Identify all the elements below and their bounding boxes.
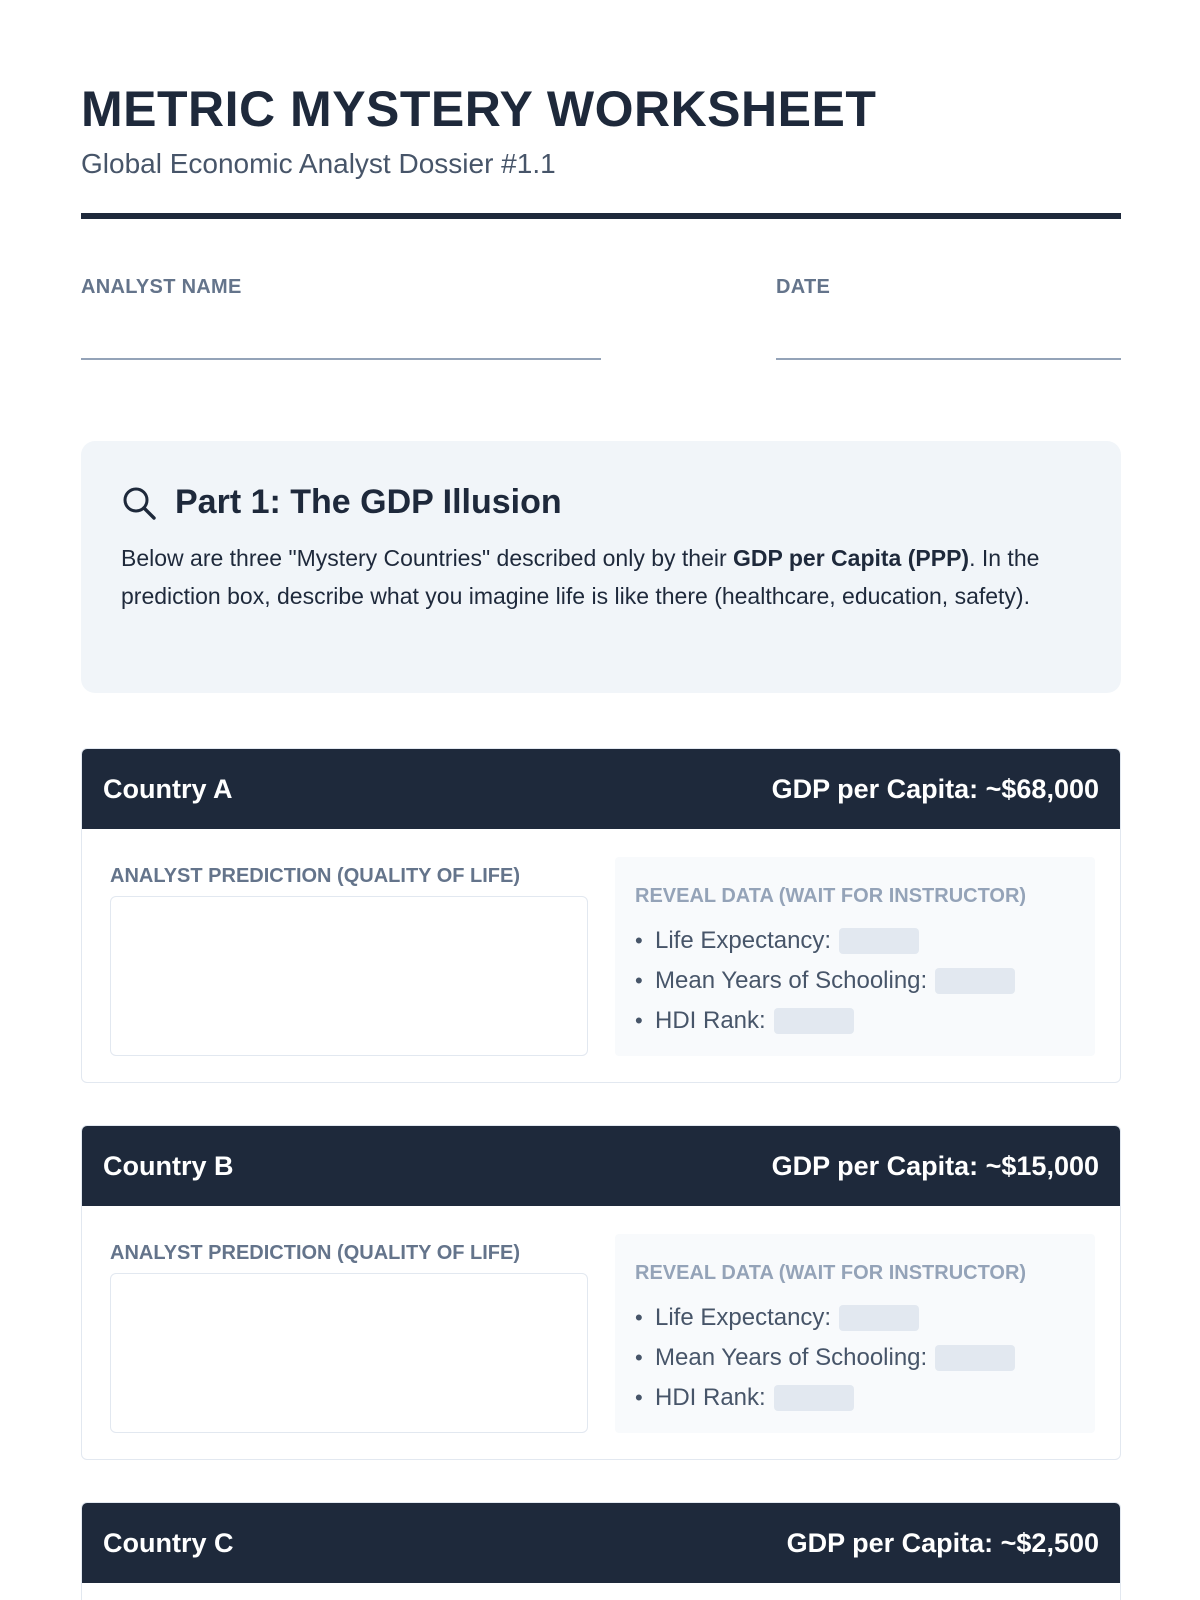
prediction-input[interactable]	[110, 1273, 588, 1433]
reveal-list	[635, 921, 1015, 1041]
reveal-item-schooling	[635, 961, 1015, 1001]
answer-blank[interactable]	[839, 928, 919, 954]
prediction-label: ANALYST PREDICTION (QUALITY OF LIFE)	[110, 865, 521, 887]
reveal-item-label: Mean Years of Schooling:	[655, 967, 928, 994]
country-card-header	[82, 1503, 1120, 1583]
page-subtitle: Global Economic Analyst Dossier #1.1	[81, 148, 556, 179]
country-card-a	[81, 748, 1121, 1083]
reveal-item-label: Life Expectancy:	[655, 927, 832, 954]
country-gdp: GDP per Capita: ~$68,000	[771, 774, 1099, 804]
intro-text-start: Below are three "Mystery Countries" described only by their	[121, 545, 734, 571]
answer-blank[interactable]	[935, 1345, 1015, 1371]
bullet-icon: •	[635, 1345, 643, 1370]
country-card-header	[82, 1126, 1120, 1206]
section-heading: Part 1: The GDP Illusion	[175, 483, 562, 521]
reveal-item-schooling	[635, 1338, 1015, 1378]
bullet-icon: •	[635, 968, 643, 993]
intro-text-end: . In the prediction box, describe what you imagine life is like there (healthcare, education, safety).	[121, 545, 1040, 609]
analyst-name-field[interactable]	[81, 358, 601, 360]
answer-blank[interactable]	[774, 1008, 854, 1034]
intro-text-bold: GDP per Capita (PPP)	[733, 545, 970, 571]
date-label: DATE	[776, 276, 831, 298]
reveal-list	[635, 1298, 1015, 1418]
intro-box	[81, 441, 1121, 693]
country-card-b	[81, 1125, 1121, 1460]
analyst-name-label: ANALYST NAME	[81, 276, 242, 298]
answer-blank[interactable]	[935, 968, 1015, 994]
reveal-item-label: HDI Rank:	[655, 1384, 766, 1411]
bullet-icon: •	[635, 1385, 643, 1410]
page-title: METRIC MYSTERY WORKSHEET	[81, 81, 877, 137]
title-divider	[81, 213, 1121, 219]
answer-blank[interactable]	[774, 1385, 854, 1411]
reveal-item-hdi-rank	[635, 1378, 1015, 1418]
reveal-panel	[615, 857, 1095, 1056]
reveal-item-hdi-rank	[635, 1001, 1015, 1041]
answer-blank[interactable]	[839, 1305, 919, 1331]
bullet-icon: •	[635, 1305, 643, 1330]
prediction-input[interactable]	[110, 896, 588, 1056]
country-name: Country A	[103, 774, 233, 804]
country-gdp: GDP per Capita: ~$2,500	[786, 1528, 1099, 1558]
magnifier-icon	[121, 485, 157, 521]
country-name: Country B	[103, 1151, 234, 1181]
reveal-title: REVEAL DATA (WAIT FOR INSTRUCTOR)	[635, 1262, 1027, 1284]
bullet-icon: •	[635, 1008, 643, 1033]
country-gdp: GDP per Capita: ~$15,000	[771, 1151, 1099, 1181]
prediction-label: ANALYST PREDICTION (QUALITY OF LIFE)	[110, 1242, 521, 1264]
country-card-c	[81, 1502, 1121, 1600]
date-field[interactable]	[776, 358, 1121, 360]
country-card-header	[82, 749, 1120, 829]
reveal-item-label: Mean Years of Schooling:	[655, 1344, 928, 1371]
reveal-item-label: HDI Rank:	[655, 1007, 766, 1034]
country-name: Country C	[103, 1528, 234, 1558]
reveal-item-label: Life Expectancy:	[655, 1304, 832, 1331]
reveal-panel	[615, 1234, 1095, 1433]
intro-instructions	[121, 539, 1081, 615]
reveal-item-life-expectancy	[635, 1298, 1015, 1338]
reveal-item-life-expectancy	[635, 921, 1015, 961]
bullet-icon: •	[635, 928, 643, 953]
reveal-title: REVEAL DATA (WAIT FOR INSTRUCTOR)	[635, 885, 1027, 907]
